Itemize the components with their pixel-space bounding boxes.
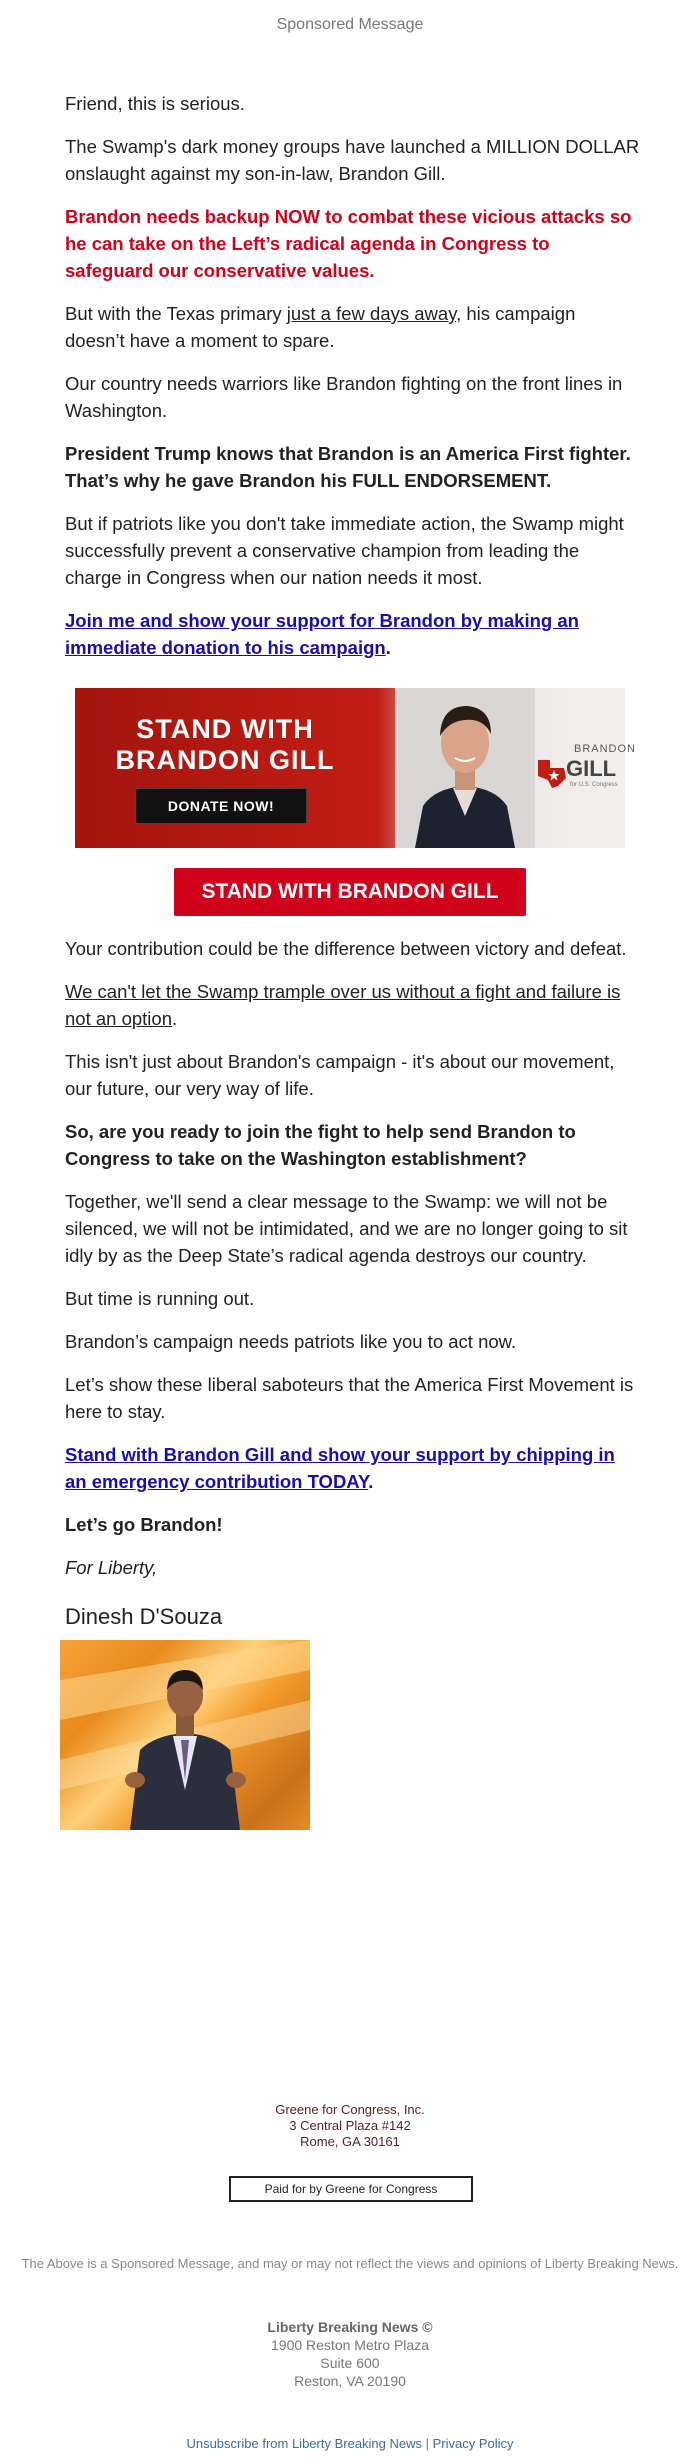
underlined-text: We can't let the Swamp trample over us without a fight and failure is not an option: [65, 981, 621, 1029]
underlined-text: just a few days away: [286, 303, 457, 324]
paragraph: The Swamp's dark money groups have launched a MILLION DOLLAR onslaught against my son-in-law, Brandon Gill.: [65, 136, 640, 184]
paid-for-by-box: Paid for by Greene for Congress: [229, 2176, 473, 2202]
candidate-photo: [395, 688, 535, 848]
signer-name: Dinesh D'Souza: [65, 1604, 223, 1629]
stand-with-brandon-button[interactable]: STAND WITH BRANDON GILL: [174, 868, 526, 916]
signer-photo: [60, 1640, 310, 1830]
contribution-link[interactable]: Stand with Brandon Gill and show your support by chipping in an emergency contribution TODAY: [65, 1444, 615, 1492]
sponsored-disclaimer: The Above is a Sponsored Message, and may or may not reflect the views and opinions of Liberty Breaking News.: [21, 2256, 679, 2271]
contribution-link-paragraph: Stand with Brandon Gill and show your support by chipping in an emergency contribution TODAY.: [65, 1444, 615, 1492]
urgent-paragraph: Brandon needs backup NOW to combat these vicious attacks so he can take on the Left’s radical agenda in Congress to safeguard our conservative values.: [65, 206, 632, 281]
privacy-policy-link[interactable]: Privacy Policy: [432, 2436, 514, 2451]
campaign-logo: [530, 738, 637, 798]
donation-link[interactable]: Join me and show your support for Brandon by making an immediate donation to his campaign: [65, 610, 579, 658]
logo-text-main: GILL: [566, 756, 617, 781]
unsubscribe-from-link[interactable]: from Liberty Breaking News: [262, 2436, 423, 2451]
email-body: [65, 90, 640, 677]
paragraph: Your contribution could be the difference between victory and defeat.: [65, 938, 627, 959]
paragraph: But if patriots like you don't take immediate action, the Swamp might successfully prevent a conservative champion from leading the charge in Congress when our nation needs it most.: [65, 513, 624, 588]
paragraph: Together, we'll send a clear message to the Swamp: we will not be silenced, we will not be intimidated, and we are no longer going to sit idly by as the Deep State’s radical agenda destroys our country.: [65, 1191, 628, 1266]
banner-donate-button[interactable]: DONATE NOW!: [135, 788, 307, 824]
paragraph: Brandon’s campaign needs patriots like you to act now.: [65, 1331, 517, 1352]
paragraph: This isn't just about Brandon's campaign - it's about our movement, our future, our very way of life.: [65, 1051, 615, 1099]
sponsored-message-label: Sponsored Message: [276, 16, 424, 33]
paragraph: But time is running out.: [65, 1288, 255, 1309]
donation-link-paragraph: Join me and show your support for Brandon by making an immediate donation to his campaign.: [65, 610, 579, 658]
banner-title: STAND WITH BRANDON GILL: [115, 714, 335, 775]
endorsement-paragraph: President Trump knows that Brandon is an America First fighter. That’s why he gave Brandon his FULL ENDORSEMENT.: [65, 443, 631, 491]
footer: Unsubscribe from Liberty Breaking News | Privacy Policy: [186, 2436, 514, 2451]
greeting: Friend, this is serious.: [65, 93, 245, 114]
rally-line: Let’s go Brandon!: [65, 1514, 223, 1535]
paragraph: Our country needs warriors like Brandon fighting on the front lines in Washington.: [65, 373, 623, 421]
paragraph: But with the Texas primary just a few days away, his campaign doesn’t have a moment to spare.: [65, 303, 576, 351]
donate-banner[interactable]: [75, 688, 637, 848]
question-paragraph: So, are you ready to join the fight to help send Brandon to Congress to take on the Washington establishment?: [65, 1121, 576, 1169]
logo-text-sub: for U.S. Congress: [570, 782, 618, 788]
email-body-continued: [65, 935, 640, 1597]
publisher-address: Liberty Breaking News © 1900 Reston Metro Plaza Suite 600 Reston, VA 20190: [0, 2318, 700, 2390]
unsubscribe-link[interactable]: Unsubscribe: [186, 2436, 259, 2451]
paragraph: We can't let the Swamp trample over us without a fight and failure is not an option.: [65, 981, 621, 1029]
campaign-address: Greene for Congress, Inc. 3 Central Plaza #142 Rome, GA 30161: [275, 2102, 425, 2149]
logo-text-top: BRANDON: [574, 743, 637, 755]
closing: For Liberty,: [65, 1557, 158, 1578]
paragraph: Let’s show these liberal saboteurs that the America First Movement is here to stay.: [65, 1374, 634, 1422]
publisher-name: Liberty Breaking News ©: [267, 2319, 433, 2335]
